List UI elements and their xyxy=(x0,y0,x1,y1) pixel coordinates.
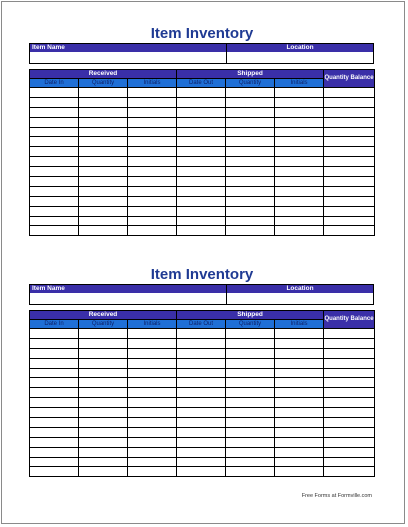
date-out-header: Date Out xyxy=(177,320,226,329)
received-quantity-header: Quantity xyxy=(79,79,128,88)
entry-cell[interactable] xyxy=(324,447,375,457)
entry-cell[interactable] xyxy=(128,358,177,368)
entry-cell[interactable] xyxy=(177,127,226,137)
entry-cell[interactable] xyxy=(324,137,375,147)
quantity-balance-header: Quantity Balance xyxy=(324,70,375,88)
entry-cell[interactable] xyxy=(226,447,275,457)
entry-cell[interactable] xyxy=(79,398,128,408)
entry-cell[interactable] xyxy=(30,388,79,398)
entry-cell[interactable] xyxy=(275,467,324,477)
entry-cell[interactable] xyxy=(226,177,275,187)
entry-cell[interactable] xyxy=(226,196,275,206)
entry-cell[interactable] xyxy=(275,437,324,447)
shipped-header: Shipped xyxy=(177,311,324,320)
entry-cell[interactable] xyxy=(177,196,226,206)
entry-cell[interactable] xyxy=(177,147,226,157)
entry-cell[interactable] xyxy=(324,457,375,467)
entry-cell[interactable] xyxy=(177,177,226,187)
entry-cell[interactable] xyxy=(324,437,375,447)
entry-cell[interactable] xyxy=(177,348,226,358)
entry-cell[interactable] xyxy=(128,226,177,236)
entry-cell[interactable] xyxy=(177,437,226,447)
entry-cell[interactable] xyxy=(275,137,324,147)
entry-cell[interactable] xyxy=(30,358,79,368)
entry-cell[interactable] xyxy=(177,418,226,428)
entry-cell[interactable] xyxy=(275,398,324,408)
entry-cell[interactable] xyxy=(226,338,275,348)
entry-cell[interactable] xyxy=(275,97,324,107)
entry-cell[interactable] xyxy=(226,398,275,408)
entry-cell[interactable] xyxy=(324,147,375,157)
entry-cell[interactable] xyxy=(226,147,275,157)
entry-cell[interactable] xyxy=(177,88,226,98)
inventory-row xyxy=(30,186,375,196)
entry-cell[interactable] xyxy=(79,167,128,177)
entry-cell[interactable] xyxy=(79,447,128,457)
entry-cell[interactable] xyxy=(79,418,128,428)
entry-cell[interactable] xyxy=(177,457,226,467)
inventory-row xyxy=(30,467,375,477)
entry-cell[interactable] xyxy=(226,97,275,107)
entry-cell[interactable] xyxy=(226,408,275,418)
entry-cell[interactable] xyxy=(128,206,177,216)
inventory-row xyxy=(30,216,375,226)
entry-cell[interactable] xyxy=(226,107,275,117)
entry-cell[interactable] xyxy=(324,117,375,127)
shipped-initials-header: Initials xyxy=(275,320,324,329)
entry-cell[interactable] xyxy=(324,177,375,187)
entry-cell[interactable] xyxy=(275,107,324,117)
entry-cell[interactable] xyxy=(128,127,177,137)
entry-cell[interactable] xyxy=(30,167,79,177)
inventory-row xyxy=(30,117,375,127)
entry-cell[interactable] xyxy=(324,196,375,206)
entry-cell[interactable] xyxy=(177,216,226,226)
entry-cell[interactable] xyxy=(275,147,324,157)
entry-cell[interactable] xyxy=(30,378,79,388)
entry-cell[interactable] xyxy=(275,358,324,368)
entry-cell[interactable] xyxy=(275,378,324,388)
entry-cell[interactable] xyxy=(324,418,375,428)
entry-cell[interactable] xyxy=(275,88,324,98)
entry-cell[interactable] xyxy=(79,226,128,236)
location-label: Location xyxy=(227,44,373,52)
entry-cell[interactable] xyxy=(128,216,177,226)
inventory-row xyxy=(30,88,375,98)
entry-cell[interactable] xyxy=(128,157,177,167)
entry-cell[interactable] xyxy=(177,447,226,457)
entry-cell[interactable] xyxy=(128,147,177,157)
inventory-row xyxy=(30,388,375,398)
form-title: Item Inventory xyxy=(150,266,254,283)
entry-cell[interactable] xyxy=(128,167,177,177)
item-name-label: Item Name xyxy=(30,44,226,52)
entry-cell[interactable] xyxy=(275,427,324,437)
entry-cell[interactable] xyxy=(30,137,79,147)
entry-cell[interactable] xyxy=(275,226,324,236)
inventory-row xyxy=(30,147,375,157)
entry-cell[interactable] xyxy=(128,378,177,388)
entry-cell[interactable] xyxy=(275,457,324,467)
entry-cell[interactable] xyxy=(79,97,128,107)
inventory-row xyxy=(30,378,375,388)
inventory-row xyxy=(30,137,375,147)
date-out-header: Date Out xyxy=(177,79,226,88)
entry-cell[interactable] xyxy=(79,127,128,137)
entry-cell[interactable] xyxy=(226,437,275,447)
entry-cell[interactable] xyxy=(177,117,226,127)
entry-cell[interactable] xyxy=(79,196,128,206)
entry-cell[interactable] xyxy=(30,348,79,358)
entry-cell[interactable] xyxy=(79,147,128,157)
entry-cell[interactable] xyxy=(30,437,79,447)
inventory-row xyxy=(30,206,375,216)
received-initials-header: Initials xyxy=(128,79,177,88)
inventory-row xyxy=(30,348,375,358)
entry-cell[interactable] xyxy=(275,167,324,177)
footer-credit: Free Forms at Formville.com xyxy=(301,493,372,499)
entry-cell[interactable] xyxy=(30,97,79,107)
inventory-row xyxy=(30,196,375,206)
entry-cell[interactable] xyxy=(324,216,375,226)
inventory-row xyxy=(30,398,375,408)
inventory-row xyxy=(30,127,375,137)
entry-cell[interactable] xyxy=(177,338,226,348)
inventory-row xyxy=(30,329,375,339)
entry-cell[interactable] xyxy=(30,107,79,117)
entry-cell[interactable] xyxy=(128,117,177,127)
date-in-header: Date In xyxy=(30,79,79,88)
entry-cell[interactable] xyxy=(79,88,128,98)
entry-cell[interactable] xyxy=(30,398,79,408)
entry-cell[interactable] xyxy=(177,358,226,368)
entry-cell[interactable] xyxy=(79,457,128,467)
entry-cell[interactable] xyxy=(177,368,226,378)
entry-cell[interactable] xyxy=(30,418,79,428)
entry-cell[interactable] xyxy=(30,457,79,467)
entry-cell[interactable] xyxy=(30,447,79,457)
entry-cell[interactable] xyxy=(226,457,275,467)
entry-cell[interactable] xyxy=(324,226,375,236)
entry-cell[interactable] xyxy=(128,329,177,339)
entry-cell[interactable] xyxy=(324,358,375,368)
entry-cell[interactable] xyxy=(177,226,226,236)
entry-cell[interactable] xyxy=(324,427,375,437)
entry-cell[interactable] xyxy=(79,117,128,127)
entry-cell[interactable] xyxy=(128,368,177,378)
entry-cell[interactable] xyxy=(177,167,226,177)
entry-cell[interactable] xyxy=(275,338,324,348)
entry-cell[interactable] xyxy=(275,368,324,378)
inventory-table xyxy=(29,69,375,236)
entry-cell[interactable] xyxy=(30,88,79,98)
entry-cell[interactable] xyxy=(128,186,177,196)
entry-cell[interactable] xyxy=(177,186,226,196)
entry-cell[interactable] xyxy=(79,467,128,477)
inventory-row xyxy=(30,97,375,107)
entry-cell[interactable] xyxy=(128,177,177,187)
entry-cell[interactable] xyxy=(30,329,79,339)
entry-cell[interactable] xyxy=(324,186,375,196)
entry-cell[interactable] xyxy=(128,338,177,348)
entry-cell[interactable] xyxy=(79,107,128,117)
entry-cell[interactable] xyxy=(226,467,275,477)
entry-cell[interactable] xyxy=(177,157,226,167)
item-name-label: Item Name xyxy=(30,285,226,293)
entry-cell[interactable] xyxy=(275,216,324,226)
entry-cell[interactable] xyxy=(30,157,79,167)
entry-cell[interactable] xyxy=(128,437,177,447)
entry-cell[interactable] xyxy=(128,137,177,147)
entry-cell[interactable] xyxy=(275,157,324,167)
quantity-balance-header: Quantity Balance xyxy=(324,311,375,329)
entry-cell[interactable] xyxy=(275,186,324,196)
entry-cell[interactable] xyxy=(79,437,128,447)
entry-cell[interactable] xyxy=(275,329,324,339)
entry-cell[interactable] xyxy=(226,216,275,226)
entry-cell[interactable] xyxy=(226,329,275,339)
entry-cell[interactable] xyxy=(30,206,79,216)
entry-cell[interactable] xyxy=(30,127,79,137)
entry-cell[interactable] xyxy=(30,196,79,206)
entry-cell[interactable] xyxy=(226,358,275,368)
location-label: Location xyxy=(227,285,373,293)
entry-cell[interactable] xyxy=(324,329,375,339)
column-divider xyxy=(226,285,227,304)
entry-cell[interactable] xyxy=(324,368,375,378)
entry-cell[interactable] xyxy=(324,88,375,98)
entry-cell[interactable] xyxy=(275,177,324,187)
entry-cell[interactable] xyxy=(177,137,226,147)
inventory-row xyxy=(30,447,375,457)
column-divider xyxy=(226,44,227,63)
entry-cell[interactable] xyxy=(177,107,226,117)
entry-cell[interactable] xyxy=(275,206,324,216)
inventory-row xyxy=(30,457,375,467)
entry-cell[interactable] xyxy=(226,137,275,147)
shipped-header: Shipped xyxy=(177,70,324,79)
inventory-row xyxy=(30,107,375,117)
received-header: Received xyxy=(30,311,177,320)
entry-cell[interactable] xyxy=(324,206,375,216)
inventory-row xyxy=(30,408,375,418)
entry-cell[interactable] xyxy=(128,107,177,117)
entry-cell[interactable] xyxy=(177,388,226,398)
entry-cell[interactable] xyxy=(79,157,128,167)
shipped-quantity-header: Quantity xyxy=(226,320,275,329)
entry-cell[interactable] xyxy=(79,338,128,348)
entry-cell[interactable] xyxy=(226,127,275,137)
entry-cell[interactable] xyxy=(30,427,79,437)
entry-cell[interactable] xyxy=(226,427,275,437)
entry-cell[interactable] xyxy=(128,418,177,428)
entry-cell[interactable] xyxy=(79,206,128,216)
received-quantity-header: Quantity xyxy=(79,320,128,329)
entry-cell[interactable] xyxy=(275,196,324,206)
entry-cell[interactable] xyxy=(226,388,275,398)
entry-cell[interactable] xyxy=(226,157,275,167)
entry-cell[interactable] xyxy=(30,216,79,226)
received-header: Received xyxy=(30,70,177,79)
entry-cell[interactable] xyxy=(128,88,177,98)
entry-cell[interactable] xyxy=(177,378,226,388)
entry-cell[interactable] xyxy=(226,378,275,388)
entry-cell[interactable] xyxy=(79,378,128,388)
received-initials-header: Initials xyxy=(128,320,177,329)
inventory-row xyxy=(30,427,375,437)
entry-cell[interactable] xyxy=(79,216,128,226)
entry-cell[interactable] xyxy=(177,97,226,107)
entry-cell[interactable] xyxy=(79,427,128,437)
shipped-quantity-header: Quantity xyxy=(226,79,275,88)
entry-cell[interactable] xyxy=(128,457,177,467)
inventory-row xyxy=(30,338,375,348)
entry-cell[interactable] xyxy=(275,348,324,358)
entry-cell[interactable] xyxy=(128,398,177,408)
entry-cell[interactable] xyxy=(324,388,375,398)
item-location-row xyxy=(29,284,374,305)
entry-cell[interactable] xyxy=(30,117,79,127)
inventory-row xyxy=(30,177,375,187)
entry-cell[interactable] xyxy=(324,127,375,137)
entry-cell[interactable] xyxy=(275,447,324,457)
entry-cell[interactable] xyxy=(79,186,128,196)
entry-cell[interactable] xyxy=(226,226,275,236)
entry-cell[interactable] xyxy=(324,398,375,408)
entry-cell[interactable] xyxy=(324,107,375,117)
entry-cell[interactable] xyxy=(226,206,275,216)
inventory-row xyxy=(30,358,375,368)
inventory-table xyxy=(29,310,375,477)
entry-cell[interactable] xyxy=(30,368,79,378)
inventory-row xyxy=(30,157,375,167)
entry-cell[interactable] xyxy=(226,167,275,177)
entry-cell[interactable] xyxy=(128,427,177,437)
entry-cell[interactable] xyxy=(324,408,375,418)
entry-cell[interactable] xyxy=(128,97,177,107)
entry-cell[interactable] xyxy=(275,117,324,127)
entry-cell[interactable] xyxy=(324,97,375,107)
inventory-row xyxy=(30,368,375,378)
entry-cell[interactable] xyxy=(177,206,226,216)
entry-cell[interactable] xyxy=(30,408,79,418)
entry-cell[interactable] xyxy=(324,378,375,388)
entry-cell[interactable] xyxy=(30,186,79,196)
entry-cell[interactable] xyxy=(324,467,375,477)
entry-cell[interactable] xyxy=(128,408,177,418)
entry-cell[interactable] xyxy=(30,226,79,236)
entry-cell[interactable] xyxy=(79,408,128,418)
date-in-header: Date In xyxy=(30,320,79,329)
entry-cell[interactable] xyxy=(226,348,275,358)
entry-cell[interactable] xyxy=(128,388,177,398)
entry-cell[interactable] xyxy=(324,157,375,167)
shipped-initials-header: Initials xyxy=(275,79,324,88)
entry-cell[interactable] xyxy=(79,368,128,378)
entry-cell[interactable] xyxy=(177,329,226,339)
entry-cell[interactable] xyxy=(128,447,177,457)
entry-cell[interactable] xyxy=(79,177,128,187)
entry-cell[interactable] xyxy=(275,418,324,428)
inventory-row xyxy=(30,437,375,447)
entry-cell[interactable] xyxy=(226,418,275,428)
entry-cell[interactable] xyxy=(226,368,275,378)
inventory-row xyxy=(30,418,375,428)
form-title: Item Inventory xyxy=(150,25,254,42)
entry-cell[interactable] xyxy=(79,329,128,339)
entry-cell[interactable] xyxy=(79,358,128,368)
entry-cell[interactable] xyxy=(177,467,226,477)
inventory-row xyxy=(30,167,375,177)
entry-cell[interactable] xyxy=(324,338,375,348)
entry-cell[interactable] xyxy=(79,137,128,147)
entry-cell[interactable] xyxy=(275,408,324,418)
entry-cell[interactable] xyxy=(226,117,275,127)
entry-cell[interactable] xyxy=(30,338,79,348)
entry-cell[interactable] xyxy=(275,388,324,398)
entry-cell[interactable] xyxy=(324,167,375,177)
entry-cell[interactable] xyxy=(30,177,79,187)
entry-cell[interactable] xyxy=(79,348,128,358)
entry-cell[interactable] xyxy=(30,467,79,477)
item-location-row xyxy=(29,43,374,64)
entry-cell[interactable] xyxy=(128,196,177,206)
inventory-row xyxy=(30,226,375,236)
entry-cell[interactable] xyxy=(226,186,275,196)
entry-cell[interactable] xyxy=(324,348,375,358)
entry-cell[interactable] xyxy=(177,427,226,437)
entry-cell[interactable] xyxy=(128,467,177,477)
entry-cell[interactable] xyxy=(30,147,79,157)
entry-cell[interactable] xyxy=(275,127,324,137)
entry-cell[interactable] xyxy=(226,88,275,98)
entry-cell[interactable] xyxy=(79,388,128,398)
entry-cell[interactable] xyxy=(177,398,226,408)
entry-cell[interactable] xyxy=(177,408,226,418)
entry-cell[interactable] xyxy=(128,348,177,358)
